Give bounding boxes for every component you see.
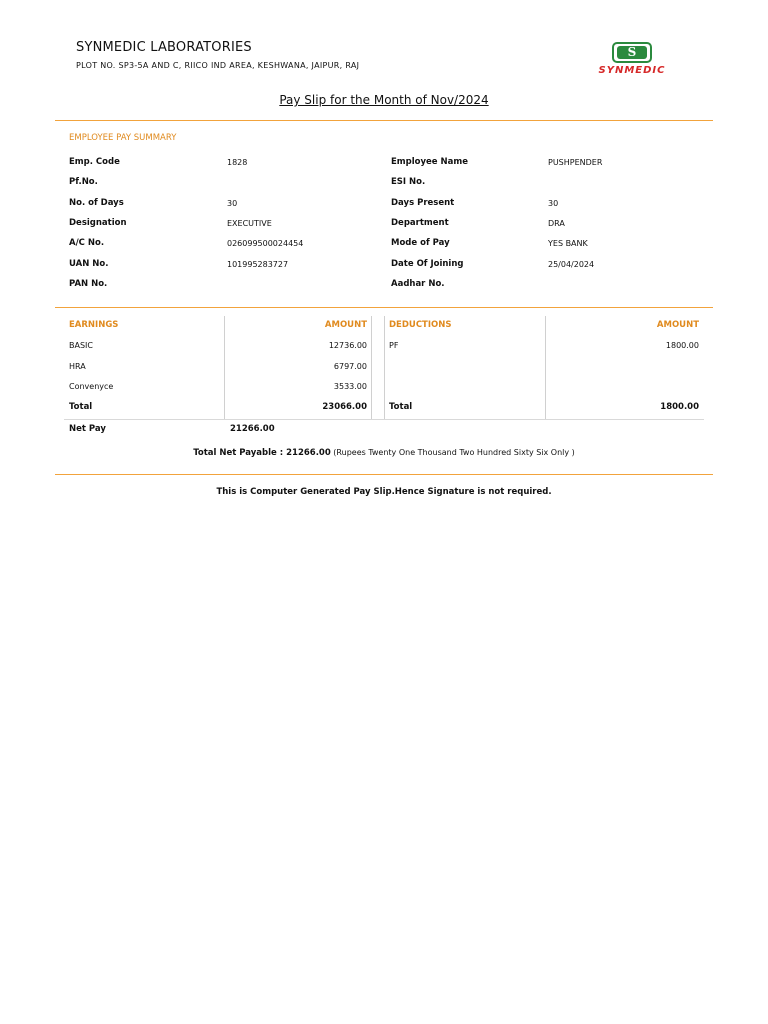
employee-row [0, 259, 768, 273]
employee-row [0, 218, 768, 232]
table-row [0, 382, 768, 396]
company-logo [584, 40, 680, 80]
mode-of-pay-label: Mode of Pay [391, 238, 450, 248]
earnings-total-label: Total [69, 402, 93, 412]
employee-row [0, 279, 768, 293]
table-total-row [0, 402, 768, 416]
date-of-joining-label: Date Of Joining [391, 259, 464, 269]
pan-no-label: PAN No. [69, 279, 108, 289]
total-net-payable [0, 448, 768, 458]
designation-label: Designation [69, 218, 127, 228]
days-present-value: 30 [548, 199, 559, 208]
department-value: DRA [548, 219, 565, 228]
employee-row [0, 238, 768, 252]
uan-no-value: 101995283727 [227, 260, 289, 269]
slip-title: Pay Slip for the Month of Nov/2024 [279, 93, 489, 107]
deductions-total-value: 1800.00 [660, 402, 699, 412]
date-of-joining-value: 25/04/2024 [548, 260, 595, 269]
table-row [0, 341, 768, 355]
employee-row [0, 198, 768, 212]
earning-amount: 3533.00 [333, 382, 367, 391]
deductions-amount-header: AMOUNT [656, 320, 699, 330]
logo-mark-icon [612, 42, 652, 63]
earning-name: HRA [69, 362, 86, 371]
total-net-payable-label: Total Net Payable : 21266.00 [193, 448, 331, 458]
employee-row [0, 177, 768, 191]
deduction-amount: 1800.00 [665, 341, 699, 350]
earning-name: BASIC [69, 341, 93, 350]
employee-name-label: Employee Name [391, 157, 469, 167]
mode-of-pay-value: YES BANK [548, 239, 588, 248]
aadhar-no-label: Aadhar No. [391, 279, 445, 289]
divider-middle [55, 307, 713, 308]
ac-no-value: 026099500024454 [227, 239, 304, 248]
deduction-name: PF [389, 341, 399, 350]
ac-no-label: A/C No. [69, 238, 105, 248]
divider-top [55, 120, 713, 121]
divider-bottom [55, 474, 713, 475]
no-of-days-label: No. of Days [69, 198, 124, 208]
earnings-amount-header: AMOUNT [324, 320, 367, 330]
department-label: Department [391, 218, 449, 228]
table-bottom-line [64, 419, 704, 420]
logo-wordmark: SYNMEDIC [598, 65, 666, 76]
deductions-header: DEDUCTIONS [389, 320, 452, 330]
earning-name: Convenyce [69, 382, 114, 391]
uan-no-label: UAN No. [69, 259, 109, 269]
earnings-header: EARNINGS [69, 320, 119, 330]
footer-note: This is Computer Generated Pay Slip.Hence Signature is not required. [216, 487, 552, 497]
company-address: PLOT NO. SP3-5A AND C, RIICO IND AREA, KESHWANA, JAIPUR, RAJ [76, 61, 360, 70]
net-pay-value: 21266.00 [230, 424, 275, 434]
emp-code-label: Emp. Code [69, 157, 120, 167]
deductions-total-label: Total [389, 402, 413, 412]
designation-value: EXECUTIVE [227, 219, 272, 228]
section-label: EMPLOYEE PAY SUMMARY [69, 133, 177, 143]
pf-no-label: Pf.No. [69, 177, 98, 187]
earning-amount: 12736.00 [328, 341, 367, 350]
employee-row [0, 157, 768, 171]
esi-no-label: ESI No. [391, 177, 426, 187]
table-row [0, 362, 768, 376]
earnings-total-value: 23066.00 [322, 402, 367, 412]
company-name: SYNMEDIC LABORATORIES [76, 40, 252, 55]
employee-name-value: PUSHPENDER [548, 158, 603, 167]
earning-amount: 6797.00 [333, 362, 367, 371]
total-net-payable-words: (Rupees Twenty One Thousand Two Hundred Sixty Six Only ) [333, 448, 575, 457]
no-of-days-value: 30 [227, 199, 238, 208]
logo-mark-letter: S [617, 46, 647, 59]
days-present-label: Days Present [391, 198, 455, 208]
emp-code-value: 1828 [227, 158, 248, 167]
net-pay-label: Net Pay [69, 424, 106, 434]
table-header-row [0, 320, 768, 334]
